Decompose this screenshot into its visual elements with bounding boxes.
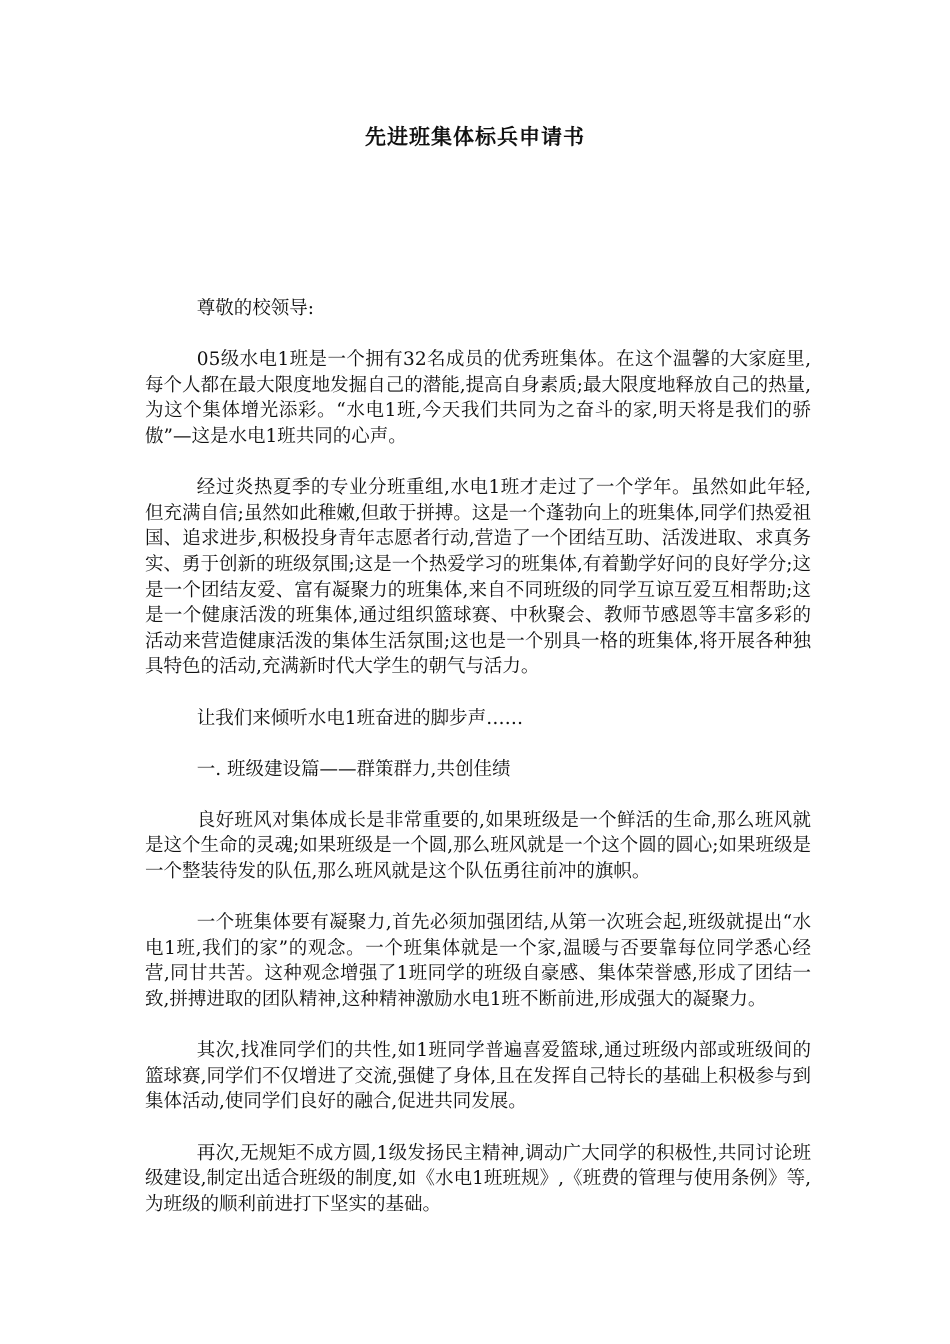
paragraph-intro: 05级水电1班是一个拥有32名成员的优秀班集体。在这个温馨的大家庭里,每个人都在最大限度地发掘自己的潜能,提高自身素质;最大限度地释放自己的热量,为这个集体增光添彩。“水电1班,今天我们共同为之奋斗的家,明天将是我们的骄傲”—这是水电1班共同的心声。 <box>145 349 811 447</box>
paragraph-class-spirit: 良好班风对集体成长是非常重要的,如果班级是一个鲜活的生命,那么班风就是这个生命的灵魂;如果班级是一个圆,那么班风就是一个这个圆的圆心;如果班级是一个整装待发的队伍,那么班风就是这个队伍勇往前冲的旗帜。 <box>145 809 811 883</box>
section-heading-class-building: 一. 班级建设篇——群策群力,共创佳绩 <box>196 758 511 780</box>
paragraph-cohesion: 一个班集体要有凝聚力,首先必须加强团结,从第一次班会起,班级就提出“水电1班,我们的家”的观念。一个班集体就是一个家,温暖与否要靠每位同学悉心经营,同甘共苦。这种观念增强了1班同学的班级自豪感、集体荣誉感,形成了团结一致,拼搏进取的团队精神,这种精神激励水电1班不断前进,形成强大的凝聚力。 <box>145 912 811 1011</box>
paragraph-transition: 让我们来倾听水电1班奋进的脚步声…… <box>196 707 524 729</box>
document-title: 先进班集体标兵申请书 <box>365 124 585 149</box>
document-body <box>145 296 811 1243</box>
salutation: 尊敬的校领导: <box>196 298 315 319</box>
paragraph-common-interests: 其次,找准同学们的共性,如1班同学普遍喜爱篮球,通过班级内部或班级间的篮球赛,同学们不仅增进了交流,强健了身体,且在发挥自己特长的基础上积极参与到集体活动,使同学们良好的融合,促进共同发展。 <box>145 1040 811 1113</box>
paragraph-class-overview: 经过炎热夏季的专业分班重组,水电1班才走过了一个学年。虽然如此年轻,但充满自信;虽然如此稚嫩,但敢于拼搏。这是一个蓬勃向上的班集体,同学们热爱祖国、追求进步,积极投身青年志愿者行动,营造了一个团结互助、活泼进取、求真务实、勇于创新的班级氛围;这是一个热爱学习的班集体,有着勤学好问的良好学分;这是一个团结友爱、富有凝聚力的班集体,来自不同班级的同学互谅互爱互相帮助;这是一个健康活泼的班集体,通过组织篮球赛、中秋聚会、教师节感恩等丰富多彩的活动来营造健康活泼的集体生活氛围;这也是一个别具一格的班集体,将开展各种独具特色的活动,充满新时代大学生的朝气与活力。 <box>145 477 811 678</box>
paragraph-rules: 再次,无规矩不成方圆,1级发扬民主精神,调动广大同学的积极性,共同讨论班级建设,制定出适合班级的制度,如《水电1班班规》,《班费的管理与使用条例》等,为班级的顺利前进打下坚实的基础。 <box>145 1142 811 1215</box>
